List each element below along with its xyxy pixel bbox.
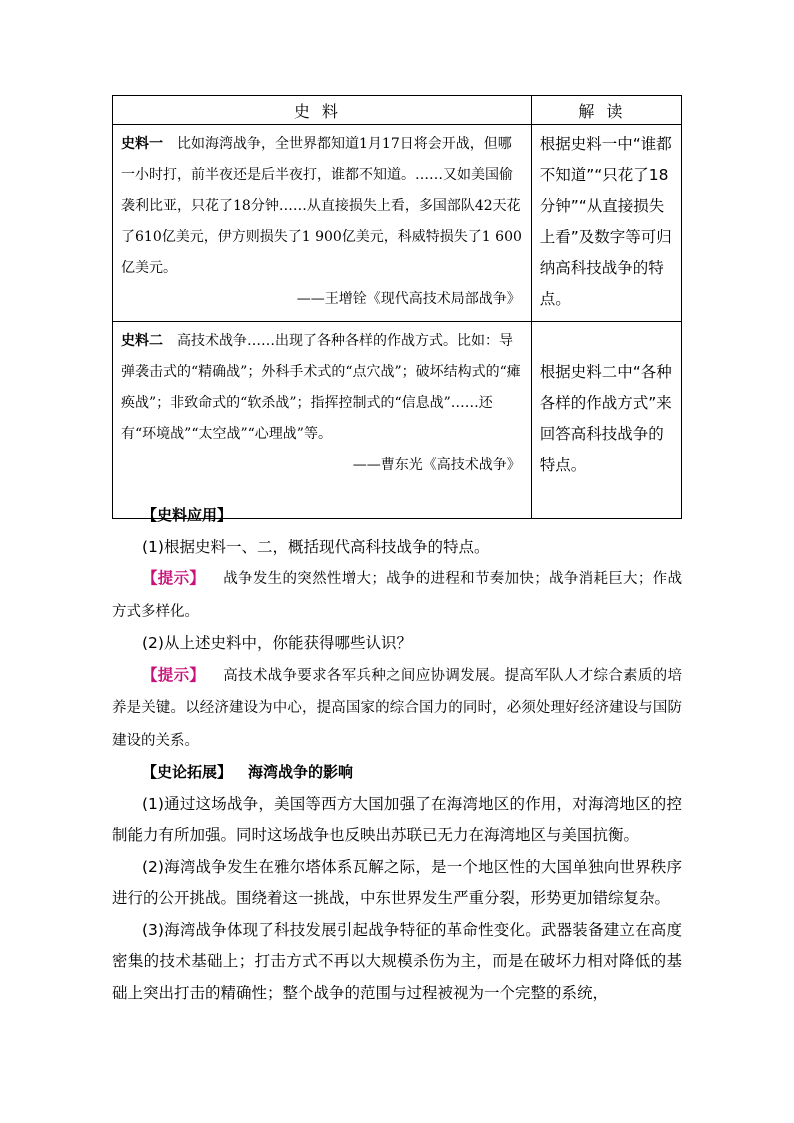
header-source: 史料 — [113, 96, 532, 125]
extension-paragraph-2: (2)海湾战争发生在雅尔塔体系瓦解之际，是一个地区性的大国单独向世界秩序进行的公开挑战。围绕着这一挑战，中东世界发生严重分裂，形势更加错综复杂。 — [112, 857, 682, 907]
extension-paragraph-3: (3)海湾战争体现了科技发展引起战争特征的革命性变化。武器装备建立在高度密集的技术基础上；打击方式不再以大规模杀伤为主，而是在破坏力相对降低的基础上突出打击的精确性；整个战争的范围与过程被视为一个完整的系统， — [112, 920, 682, 1002]
question-2: (2)从上述史料中，你能获得哪些认识？ — [142, 634, 412, 652]
question-1: (1)根据史料一、二，概括现代高科技战争的特点。 — [142, 537, 490, 556]
source-tag: 史料一 — [121, 136, 163, 152]
answer-1 — [112, 563, 682, 628]
header-reading: 解读 — [531, 96, 681, 125]
application-heading: 【史料应用】 — [142, 506, 233, 524]
extension-paragraph-1: (1)通过这场战争，美国等西方大国加强了在海湾地区的作用，对海湾地区的控制能力有所加强。同时这场战争也反映出苏联已无力在海湾地区与美国抗衡。 — [112, 794, 682, 844]
source-table — [112, 95, 682, 519]
reading-cell-1: 根据史料一中“谁都不知道”“只花了18分钟”“从直接损失上看”及数字等可归纳高科技战争的特点。 — [531, 125, 681, 322]
tip-label: 【提示】 — [142, 665, 206, 684]
extension-subtitle: 海湾战争的影响 — [248, 763, 354, 781]
table-row — [113, 125, 682, 322]
source-cell-2 — [113, 322, 532, 519]
reading-cell-2: 根据史料二中“各种各样的作战方式”来回答高科技战争的特点。 — [531, 322, 681, 519]
source-text: 高技术战争……出现了各种各样的作战方式。比如：导弹袭击式的“精确战”；外科手术式的“点穴战”；破坏结构式的“瘫痪战”；非致命式的“软杀战”；指挥控制式的“信息战”……还有“环境战”“太空战”“心理战”等。 — [121, 333, 521, 442]
table-header-row — [113, 96, 682, 125]
source-cell-1 — [113, 125, 532, 322]
answer-2 — [112, 660, 682, 758]
tip-label: 【提示】 — [142, 569, 206, 587]
extension-heading-label: 【史论拓展】 — [142, 763, 233, 781]
answer-1-text: 战争发生的突然性增大；战争的进程和节奏加快；战争消耗巨大；作战方式多样化。 — [112, 571, 682, 620]
source-tag: 史料二 — [121, 333, 163, 349]
answer-2-text: 高技术战争要求各军兵种之间应协调发展。提高军队人才综合素质的培养是关键。以经济建设为中心，提高国家的综合国力的同时，必须处理好经济建设与国防建设的关系。 — [112, 667, 682, 749]
source-citation: ——曹东光《高技术战争》 — [352, 457, 521, 473]
extension-heading — [112, 757, 682, 789]
table-row — [113, 322, 682, 519]
source-text: 比如海湾战争，全世界都知道1月17日将会开战，但哪一小时打，前半夜还是后半夜打，谁都不知道。……又如美国偷袭利比亚，只花了18分钟……从直接损失上看，多国部队42天花了610亿美元，伊方则损失了1 900亿美元，科威特损失了1 600亿美元。 — [121, 136, 522, 276]
body-text — [112, 500, 682, 1009]
source-citation: ——王增铨《现代高技术局部战争》 — [296, 291, 521, 307]
